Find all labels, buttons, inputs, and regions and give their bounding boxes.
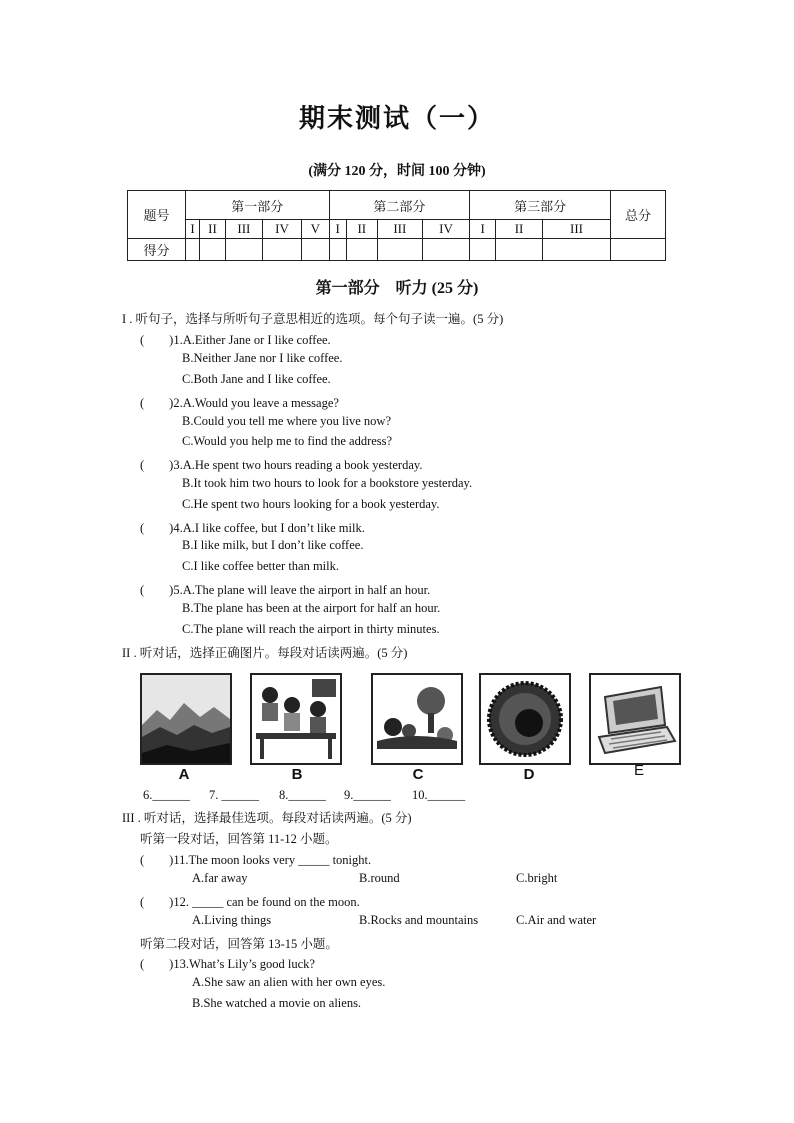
col-header: I xyxy=(470,220,496,239)
option-3c: C.He spent two hours looking for a book yesterday. xyxy=(182,497,440,511)
score-cell[interactable] xyxy=(225,239,262,261)
question-13: ( )13.What’s Lily’s good luck? xyxy=(140,957,315,971)
answer-blank-9[interactable]: 9.______ xyxy=(344,788,391,802)
score-cell[interactable] xyxy=(470,239,496,261)
question-no-header: 题号 xyxy=(128,191,186,239)
option-5c: C.The plane will reach the airport in thirty minutes. xyxy=(182,622,440,636)
option-12b: B.Rocks and mountains xyxy=(359,913,479,927)
score-cell[interactable] xyxy=(262,239,301,261)
picture-label-c: C xyxy=(412,766,424,783)
option-3b: B.It took him two hours to look for a bookstore yesterday. xyxy=(182,476,473,490)
garden-picture xyxy=(371,673,463,765)
question-4: ( )4.A.I like coffee, but I don’t like milk. xyxy=(140,521,365,535)
question-3: ( )3.A.He spent two hours reading a book yesterday. xyxy=(140,458,423,472)
question-5: ( )5.A.The plane will leave the airport in half an hour. xyxy=(140,583,431,597)
answer-blank-6[interactable]: 6.______ xyxy=(143,788,190,802)
col-header: II xyxy=(200,220,226,239)
section-title: 第一部分 听力 (25 分) xyxy=(315,280,479,297)
answer-blank-10[interactable]: 10.______ xyxy=(412,788,466,802)
score-table xyxy=(127,190,666,261)
option-1c: C.Both Jane and I like coffee. xyxy=(182,372,331,386)
part2-header: 第二部分 xyxy=(329,191,470,220)
answer-blank-7[interactable]: 7. ______ xyxy=(209,788,259,802)
option-5b: B.The plane has been at the airport for half an hour. xyxy=(182,601,441,615)
col-header: I xyxy=(186,220,200,239)
score-row-label: 得分 xyxy=(128,239,186,261)
total-score-cell[interactable] xyxy=(611,239,666,261)
col-header: IV xyxy=(262,220,301,239)
option-2b: B.Could you tell me where you live now? xyxy=(182,414,391,428)
part1-heading: I . 听句子，选择与所听句子意思相近的选项。每个句子读一遍。(5 分) xyxy=(122,312,504,326)
col-header: I xyxy=(329,220,346,239)
page-subtitle: (满分 120 分，时间 100 分钟) xyxy=(308,164,486,179)
computer-picture xyxy=(589,673,681,765)
picture-label-b: B xyxy=(291,766,303,783)
classroom-picture xyxy=(250,673,342,765)
question-11: ( )11.The moon looks very _____ tonight. xyxy=(140,853,372,867)
total-header: 总分 xyxy=(611,191,666,239)
option-1b: B.Neither Jane nor I like coffee. xyxy=(182,351,343,365)
col-header: III xyxy=(542,220,610,239)
part2-heading: II . 听对话，选择正确图片。每段对话读两遍。(5 分) xyxy=(122,646,408,660)
part3-header: 第三部分 xyxy=(470,191,611,220)
option-11c: C.bright xyxy=(516,871,558,885)
score-cell[interactable] xyxy=(422,239,469,261)
col-header: V xyxy=(302,220,330,239)
part3-heading: III . 听对话，选择最佳选项。每段对话读两遍。(5 分) xyxy=(122,811,412,825)
score-cell[interactable] xyxy=(302,239,330,261)
option-4b: B.I like milk, but I don’t like coffee. xyxy=(182,538,364,552)
score-cell[interactable] xyxy=(346,239,377,261)
score-cell[interactable] xyxy=(200,239,226,261)
dialog2-instruction: 听第二段对话，回答第 13-15 小题。 xyxy=(140,937,338,951)
part1-header: 第一部分 xyxy=(186,191,330,220)
option-11a: A.far away xyxy=(192,871,248,885)
score-cell[interactable] xyxy=(329,239,346,261)
mountain-picture xyxy=(140,673,232,765)
col-header: II xyxy=(496,220,543,239)
score-cell[interactable] xyxy=(496,239,543,261)
picture-label-e: E xyxy=(633,762,644,779)
option-12a: A.Living things xyxy=(192,913,272,927)
option-11b: B.round xyxy=(359,871,400,885)
option-12c: C.Air and water xyxy=(516,913,597,927)
col-header: II xyxy=(346,220,377,239)
score-cell[interactable] xyxy=(186,239,200,261)
col-header: III xyxy=(225,220,262,239)
col-header: IV xyxy=(422,220,469,239)
picture-label-d: D xyxy=(523,766,535,783)
score-cell[interactable] xyxy=(377,239,422,261)
answer-blank-8[interactable]: 8.______ xyxy=(279,788,326,802)
col-header: III xyxy=(377,220,422,239)
question-1: ( )1.A.Either Jane or I like coffee. xyxy=(140,333,331,347)
option-13a: A.She saw an alien with her own eyes. xyxy=(192,975,386,989)
option-13b: B.She watched a movie on aliens. xyxy=(192,996,362,1010)
score-cell[interactable] xyxy=(542,239,610,261)
dialog1-instruction: 听第一段对话，回答第 11-12 小题。 xyxy=(140,832,338,846)
option-2c: C.Would you help me to find the address? xyxy=(182,434,393,448)
rock-picture xyxy=(479,673,571,765)
page-title: 期末测试（一） xyxy=(298,104,495,134)
option-4c: C.I like coffee better than milk. xyxy=(182,559,340,573)
picture-label-a: A xyxy=(178,766,190,783)
question-12: ( )12. _____ can be found on the moon. xyxy=(140,895,360,909)
question-2: ( )2.A.Would you leave a message? xyxy=(140,396,339,410)
